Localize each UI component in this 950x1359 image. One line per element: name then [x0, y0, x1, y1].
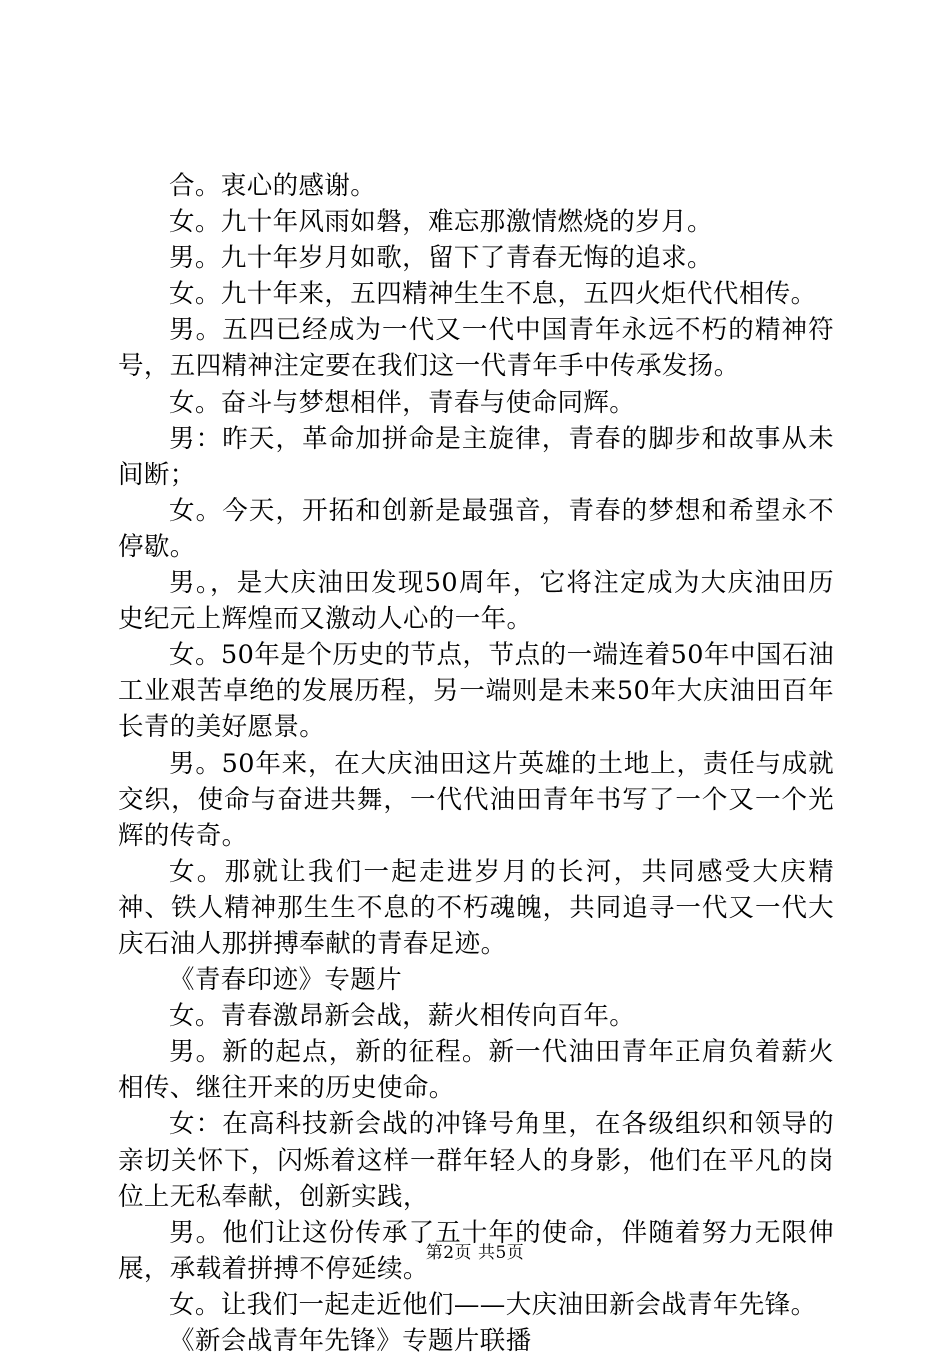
paragraph: 女：在高科技新会战的冲锋号角里，在各级组织和领导的亲切关怀下，闪烁着这样一群年轻人的身影，他们在平凡的岗位上无私奉献，创新实践， — [118, 1109, 834, 1212]
section-title: 《新会战青年先锋》专题片联播 — [169, 1326, 532, 1356]
paragraph: 合。衷心的感谢。 — [169, 171, 377, 201]
page-footer: 第2页 共5页 — [425, 1243, 525, 1263]
paragraph: 男。，是大庆油田发现50周年，它将注定成为大庆油田历史纪元上辉煌而又激动人心的一年。 — [118, 568, 834, 635]
paragraph: 女。50年是个历史的节点，节点的一端连着50年中国石油工业艰苦卓绝的发展历程，另一端则是未来50年大庆油田百年长青的美好愿景。 — [118, 640, 834, 743]
paragraph: 女。九十年风雨如磐，难忘那激情燃烧的岁月。 — [169, 207, 713, 238]
paragraph: 男。50年来，在大庆油田这片英雄的土地上，责任与成就交织，使命与奋进共舞，一代代油田青年书写了一个又一个光辉的传奇。 — [118, 748, 834, 851]
paragraph: 女。九十年来，五四精神生生不息，五四火炬代代相传。 — [169, 279, 817, 310]
document-body — [118, 168, 834, 1359]
paragraph: 女。让我们一起走近他们——大庆油田新会战青年先锋。 — [169, 1289, 817, 1320]
paragraph: 女。今天，开拓和创新是最强音，青春的梦想和希望永不停歇。 — [118, 495, 834, 562]
paragraph: 女。奋斗与梦想相伴，青春与使命同辉。 — [169, 387, 636, 418]
paragraph: 男。五四已经成为一代又一代中国青年永远不朽的精神符号，五四精神注定要在我们这一代青年手中传承发扬。 — [118, 315, 834, 382]
section-title: 《青春印迹》专题片 — [169, 965, 403, 996]
paragraph: 男。他们让这份传承了五十年的使命，伴随着努力无限伸展，承载着拼搏不停延续。 — [118, 1217, 834, 1284]
paragraph: 男。新的起点，新的征程。新一代油田青年正肩负着薪火相传、继往开来的历史使命。 — [118, 1037, 834, 1104]
paragraph: 女。青春激昂新会战，薪火相传向百年。 — [169, 1001, 636, 1032]
paragraph: 男：昨天，革命加拼命是主旋律，青春的脚步和故事从未间断； — [118, 423, 834, 490]
paragraph: 男。九十年岁月如歌，留下了青春无悔的追求。 — [169, 243, 713, 274]
paragraph: 女。那就让我们一起走进岁月的长河，共同感受大庆精神、铁人精神那生生不息的不朽魂魄，共同追寻一代又一代大庆石油人那拼搏奉献的青春足迹。 — [118, 856, 834, 959]
